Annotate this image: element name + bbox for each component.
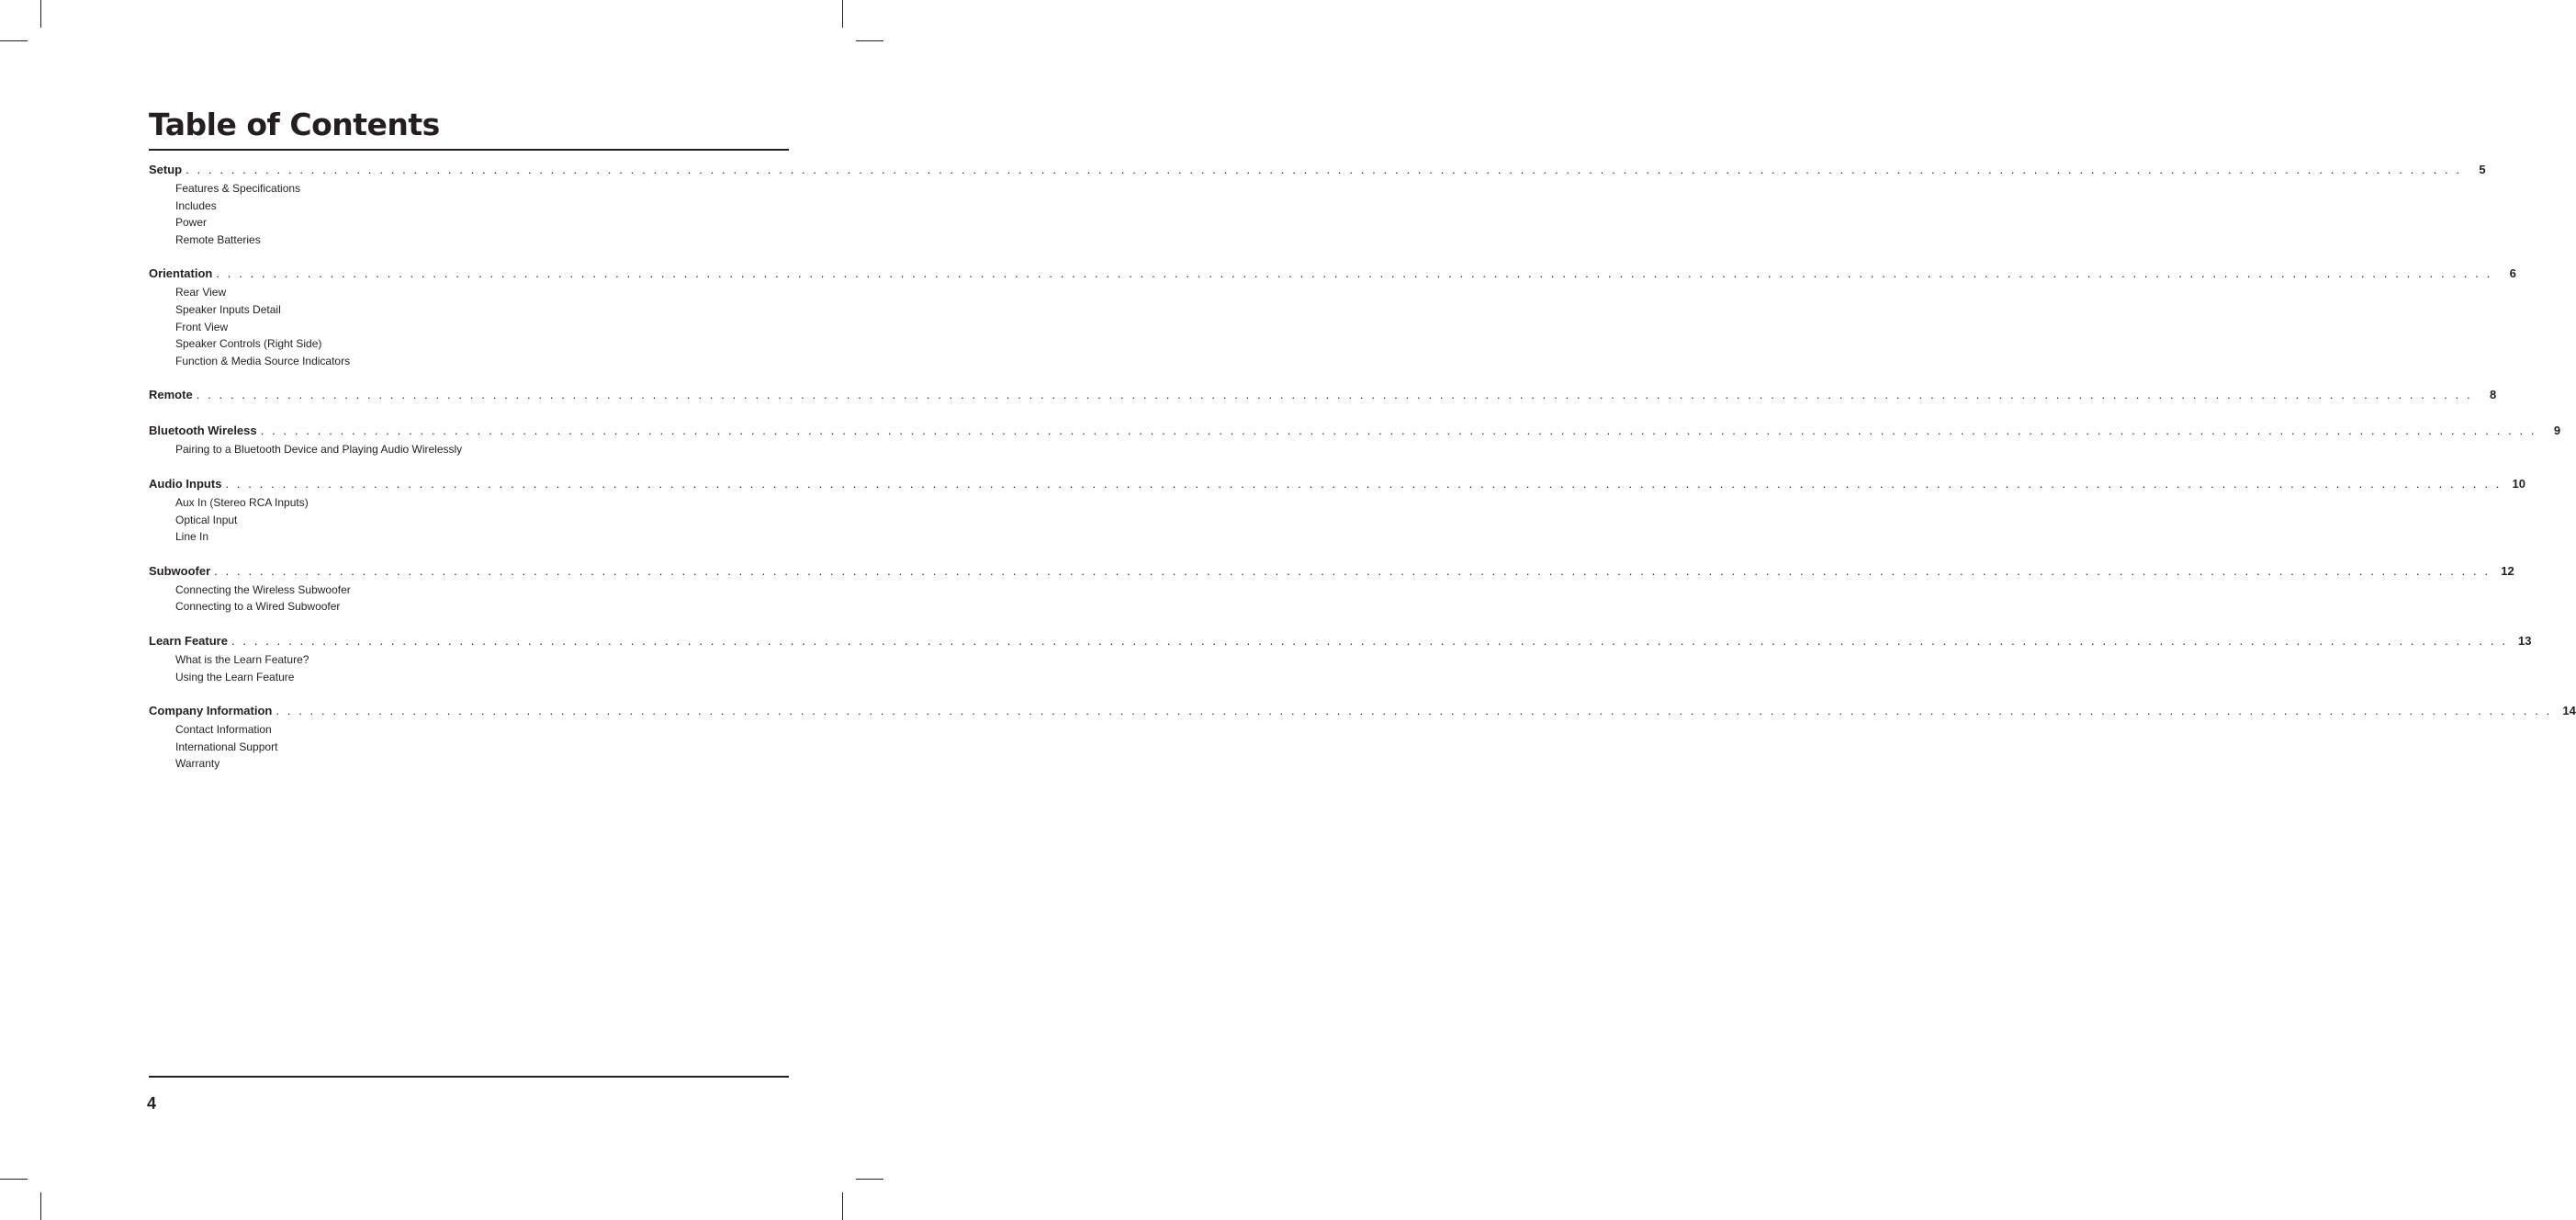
toc-section bbox=[149, 264, 2516, 369]
toc-entry[interactable] bbox=[149, 631, 2532, 651]
toc-entry-page: 14 bbox=[2562, 704, 2576, 718]
toc-entry[interactable] bbox=[149, 264, 2516, 284]
dot-leader: . . . . . . . . . . . . . . . . . . . . . . . . . . . . . . . . . . . . . . . . . . . . . . . . . . . . . . . . . . . . . . . . . . . . . . . . . . . . . . . . . . . . . . . . . . . . . . . . . . . . . . . . . . . . . . . . . . . . . . . . . . . . . . . . . . . . . . . . . . . . . . . . . . . . . . . . . . . . . . . . . . . . . . . . . . . . . . . . . . . . . . . . . . . . . . . . . . . . . . . . bbox=[216, 266, 2492, 281]
page-number: 4 bbox=[146, 1094, 156, 1113]
crop-mark bbox=[856, 40, 883, 41]
table-of-contents bbox=[149, 160, 2576, 788]
toc-section bbox=[149, 385, 2497, 405]
toc-subentry[interactable]: What is the Learn Feature? bbox=[175, 652, 309, 666]
toc-entry[interactable] bbox=[149, 561, 2514, 582]
toc-subentry[interactable]: Using the Learn Feature bbox=[175, 670, 295, 683]
dot-leader: . . . . . . . . . . . . . . . . . . . . . . . . . . . . . . . . . . . . . . . . . . . . . . . . . . . . . . . . . . . . . . . . . . . . . . . . . . . . . . . . . . . . . . . . . . . . . . . . . . . . . . . . . . . . . . . . . . . . . . . . . . . . . . . . . . . . . . . . . . . . . . . . . . . . . . . . . . . . . . . . . . . . . . . . . . . . . . . . . . . . . . . . . . . . . . . . . . . . . . . . bbox=[214, 563, 2491, 578]
toc-subentries bbox=[149, 582, 789, 616]
toc-subentries bbox=[149, 651, 789, 685]
crop-mark bbox=[842, 0, 843, 28]
toc-entry-title: Remote bbox=[149, 388, 193, 402]
toc-section bbox=[149, 474, 2525, 546]
dot-leader: . . . . . . . . . . . . . . . . . . . . . . . . . . . . . . . . . . . . . . . . . . . . . . . . . . . . . . . . . . . . . . . . . . . . . . . . . . . . . . . . . . . . . . . . . . . . . . . . . . . . . . . . . . . . . . . . . . . . . . . . . . . . . . . . . . . . . . . . . . . . . . . . . . . . . . . . . . . . . . . . . . . . . . . . . . . . . . . . . . . . . . . . . . . . . . . . . . . . . . . . bbox=[186, 163, 2462, 176]
toc-subentry[interactable]: Power bbox=[175, 216, 208, 230]
toc-entry[interactable] bbox=[149, 701, 2576, 721]
dot-leader: . . . . . . . . . . . . . . . . . . . . . . . . . . . . . . . . . . . . . . . . . . . . . . . . . . . . . . . . . . . . . . . . . . . . . . . . . . . . . . . . . . . . . . . . . . . . . . . . . . . . . . . . . . . . . . . . . . . . . . . . . . . . . . . . . . . . . . . . . . . . . . . . . . . . . . . . . . . . . . . . . . . . . . . . . . . . . . . . . . . . . . . . . . . . . . . . . . . . . . . . bbox=[196, 388, 2473, 402]
toc-subentry[interactable]: Line In bbox=[175, 530, 209, 544]
toc-entry-page: 13 bbox=[2518, 633, 2532, 648]
crop-mark bbox=[0, 1179, 28, 1180]
toc-entry[interactable] bbox=[149, 421, 2561, 441]
toc-subentry[interactable]: Connecting to a Wired Subwoofer bbox=[175, 600, 341, 614]
toc-subentry[interactable]: Function & Media Source Indicators bbox=[175, 354, 351, 367]
footer-rule bbox=[149, 1076, 789, 1078]
crop-mark bbox=[40, 0, 41, 28]
toc-entry-page: 5 bbox=[2479, 163, 2486, 176]
toc-section bbox=[149, 160, 2486, 248]
toc-subentries bbox=[149, 494, 789, 546]
toc-section bbox=[149, 421, 2561, 458]
crop-mark bbox=[856, 1179, 883, 1180]
toc-entry-page: 8 bbox=[2489, 388, 2497, 402]
toc-entry-title: Audio Inputs bbox=[149, 476, 222, 491]
toc-subentries bbox=[149, 721, 789, 773]
toc-entry[interactable] bbox=[149, 160, 2486, 180]
toc-entry-page: 6 bbox=[2509, 266, 2516, 281]
toc-subentry[interactable]: Rear View bbox=[175, 286, 227, 299]
toc-entry[interactable] bbox=[149, 474, 2525, 494]
crop-mark bbox=[842, 1192, 843, 1220]
toc-entry-title: Company Information bbox=[149, 704, 273, 718]
dot-leader: . . . . . . . . . . . . . . . . . . . . . . . . . . . . . . . . . . . . . . . . . . . . . . . . . . . . . . . . . . . . . . . . . . . . . . . . . . . . . . . . . . . . . . . . . . . . . . . . . . . . . . . . . . . . . . . . . . . . . . . . . . . . . . . . . . . . . . . . . . . . . . . . . . . . . . . . . . . . . . . . . . . . . . . . . . . . . . . . . . . . . . . . . . . . . . . . . . . . . . . . bbox=[231, 633, 2508, 648]
crop-mark bbox=[0, 40, 28, 41]
page-title: Table of Contents bbox=[149, 107, 440, 142]
toc-subentry[interactable]: Optical Input bbox=[175, 513, 238, 526]
toc-entry-title: Orientation bbox=[149, 266, 213, 281]
toc-subentry[interactable]: Speaker Inputs Detail bbox=[175, 302, 281, 316]
toc-section bbox=[149, 631, 2532, 685]
toc-entry-page: 9 bbox=[2553, 424, 2561, 438]
toc-entry-page: 10 bbox=[2512, 476, 2525, 491]
dot-leader: . . . . . . . . . . . . . . . . . . . . . . . . . . . . . . . . . . . . . . . . . . . . . . . . . . . . . . . . . . . . . . . . . . . . . . . . . . . . . . . . . . . . . . . . . . . . . . . . . . . . . . . . . . . . . . . . . . . . . . . . . . . . . . . . . . . . . . . . . . . . . . . . . . . . . . . . . . . . . . . . . . . . . . . . . . . . . . . . . . . . . . . . . . . . . . . . . . . . . . . . bbox=[260, 424, 2537, 438]
toc-section bbox=[149, 561, 2514, 616]
toc-entry-title: Learn Feature bbox=[149, 633, 228, 648]
toc-subentries bbox=[149, 441, 789, 458]
toc-subentry[interactable]: Features & Specifications bbox=[175, 182, 301, 195]
toc-subentry[interactable]: Front View bbox=[175, 320, 229, 333]
crop-mark bbox=[40, 1192, 41, 1220]
dot-leader: . . . . . . . . . . . . . . . . . . . . . . . . . . . . . . . . . . . . . . . . . . . . . . . . . . . . . . . . . . . . . . . . . . . . . . . . . . . . . . . . . . . . . . . . . . . . . . . . . . . . . . . . . . . . . . . . . . . . . . . . . . . . . . . . . . . . . . . . . . . . . . . . . . . . . . . . . . . . . . . . . . . . . . . . . . . . . . . . . . . . . . . . . . . . . . . . . . . . . . . . bbox=[276, 704, 2552, 718]
toc-entry-title: Bluetooth Wireless bbox=[149, 424, 257, 438]
toc-subentry[interactable]: Connecting the Wireless Subwoofer bbox=[175, 582, 351, 596]
toc-entry-title: Subwoofer bbox=[149, 563, 211, 578]
toc-subentry[interactable]: Includes bbox=[175, 198, 217, 212]
toc-subentries bbox=[149, 180, 789, 248]
title-rule bbox=[149, 149, 789, 151]
toc-entry-page: 12 bbox=[2501, 563, 2514, 578]
toc-subentry[interactable]: Pairing to a Bluetooth Device and Playing Audio Wirelessly bbox=[175, 443, 463, 457]
dot-leader: . . . . . . . . . . . . . . . . . . . . . . . . . . . . . . . . . . . . . . . . . . . . . . . . . . . . . . . . . . . . . . . . . . . . . . . . . . . . . . . . . . . . . . . . . . . . . . . . . . . . . . . . . . . . . . . . . . . . . . . . . . . . . . . . . . . . . . . . . . . . . . . . . . . . . . . . . . . . . . . . . . . . . . . . . . . . . . . . . . . . . . . . . . . . . . . . . . . . . . . . bbox=[225, 476, 2502, 491]
toc-entry-title: Setup bbox=[149, 163, 183, 176]
toc-subentry[interactable]: Aux In (Stereo RCA Inputs) bbox=[175, 495, 309, 509]
toc-subentry[interactable]: Remote Batteries bbox=[175, 232, 261, 246]
toc-subentry[interactable]: Speaker Controls (Right Side) bbox=[175, 337, 322, 351]
toc-subentries bbox=[149, 284, 789, 369]
toc-entry[interactable] bbox=[149, 385, 2497, 405]
toc-subentry[interactable]: Warranty bbox=[175, 757, 220, 771]
toc-subentry[interactable]: International Support bbox=[175, 740, 278, 753]
toc-subentry[interactable]: Contact Information bbox=[175, 723, 272, 737]
toc-section bbox=[149, 701, 2576, 773]
